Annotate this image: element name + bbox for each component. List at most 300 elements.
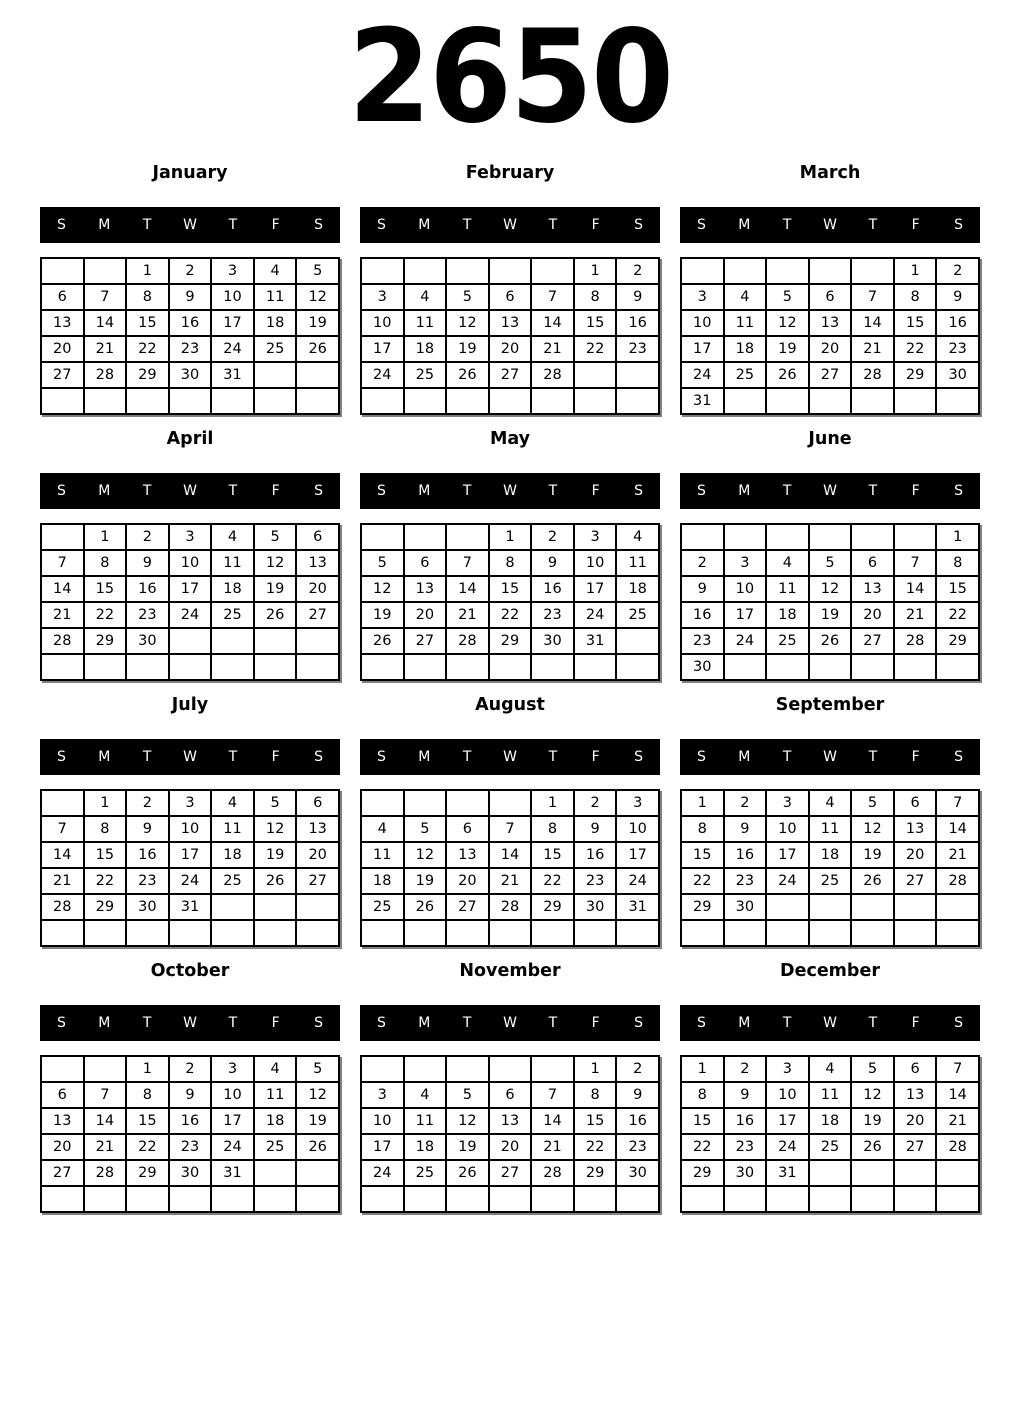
day-cell: 11 bbox=[809, 816, 852, 842]
weekday-label: T bbox=[142, 749, 152, 765]
day-cell: 22 bbox=[681, 868, 724, 894]
weekday-label: F bbox=[591, 1015, 600, 1031]
day-cell: 23 bbox=[724, 868, 767, 894]
day-cell: 11 bbox=[254, 284, 297, 310]
day-cell: 29 bbox=[126, 362, 169, 388]
day-cell: 9 bbox=[169, 284, 212, 310]
empty-day-cell bbox=[724, 388, 767, 414]
empty-day-cell bbox=[84, 654, 127, 680]
day-cell: 8 bbox=[681, 816, 724, 842]
weekday-label: W bbox=[183, 749, 197, 765]
empty-day-cell bbox=[724, 654, 767, 680]
day-cell: 5 bbox=[446, 284, 489, 310]
empty-day-cell bbox=[41, 258, 84, 284]
day-cell: 29 bbox=[681, 1160, 724, 1186]
day-cell: 2 bbox=[169, 258, 212, 284]
day-cell: 3 bbox=[361, 1082, 404, 1108]
day-cell: 10 bbox=[766, 816, 809, 842]
day-cell: 7 bbox=[489, 816, 532, 842]
weekday-label: S bbox=[634, 483, 644, 499]
weekday-header-row bbox=[360, 739, 660, 775]
day-cell: 25 bbox=[766, 628, 809, 654]
day-cell: 16 bbox=[936, 310, 979, 336]
empty-day-cell bbox=[936, 920, 979, 946]
empty-day-cell bbox=[936, 1160, 979, 1186]
day-cell: 20 bbox=[41, 1134, 84, 1160]
day-cell: 26 bbox=[766, 362, 809, 388]
empty-day-cell bbox=[681, 524, 724, 550]
week-row bbox=[41, 1186, 339, 1212]
empty-day-cell bbox=[126, 388, 169, 414]
day-cell: 18 bbox=[254, 1108, 297, 1134]
empty-day-cell bbox=[531, 1056, 574, 1082]
day-cell: 15 bbox=[126, 310, 169, 336]
day-cell: 7 bbox=[936, 1056, 979, 1082]
empty-day-cell bbox=[41, 790, 84, 816]
day-cell: 5 bbox=[851, 1056, 894, 1082]
empty-day-cell bbox=[894, 654, 937, 680]
weekday-label: S bbox=[634, 1015, 644, 1031]
day-cell: 28 bbox=[41, 894, 84, 920]
empty-day-cell bbox=[41, 388, 84, 414]
week-row bbox=[41, 388, 339, 414]
empty-day-cell bbox=[41, 920, 84, 946]
week-row bbox=[681, 576, 979, 602]
weekday-header-row bbox=[40, 739, 340, 775]
day-cell: 10 bbox=[681, 310, 724, 336]
day-cell: 9 bbox=[531, 550, 574, 576]
week-row bbox=[361, 258, 659, 284]
day-cell: 11 bbox=[404, 1108, 447, 1134]
day-cell: 21 bbox=[851, 336, 894, 362]
weekday-label: T bbox=[142, 217, 152, 233]
day-cell: 23 bbox=[936, 336, 979, 362]
day-cell: 7 bbox=[531, 284, 574, 310]
day-cell: 19 bbox=[809, 602, 852, 628]
weekday-label: W bbox=[503, 483, 517, 499]
day-cell: 31 bbox=[211, 362, 254, 388]
week-row bbox=[361, 388, 659, 414]
week-row bbox=[681, 388, 979, 414]
day-cell: 16 bbox=[616, 1108, 659, 1134]
day-cell: 30 bbox=[681, 654, 724, 680]
day-cell: 24 bbox=[766, 868, 809, 894]
day-cell: 23 bbox=[126, 868, 169, 894]
day-cell: 17 bbox=[616, 842, 659, 868]
day-cell: 13 bbox=[296, 550, 339, 576]
empty-day-cell bbox=[681, 1186, 724, 1212]
day-cell: 7 bbox=[851, 284, 894, 310]
empty-day-cell bbox=[616, 362, 659, 388]
day-cell: 6 bbox=[489, 1082, 532, 1108]
day-cell: 9 bbox=[724, 1082, 767, 1108]
day-cell: 30 bbox=[531, 628, 574, 654]
day-cell: 3 bbox=[766, 1056, 809, 1082]
month-january bbox=[40, 163, 340, 415]
week-row bbox=[681, 1160, 979, 1186]
day-cell: 25 bbox=[211, 602, 254, 628]
empty-day-cell bbox=[41, 1056, 84, 1082]
day-cell: 4 bbox=[254, 258, 297, 284]
year-title bbox=[0, 0, 1020, 155]
weekday-label: W bbox=[823, 217, 837, 233]
empty-day-cell bbox=[936, 388, 979, 414]
day-cell: 23 bbox=[169, 1134, 212, 1160]
day-cell: 30 bbox=[169, 362, 212, 388]
day-cell: 6 bbox=[894, 1056, 937, 1082]
day-cell: 23 bbox=[126, 602, 169, 628]
day-cell: 2 bbox=[574, 790, 617, 816]
day-cell: 1 bbox=[936, 524, 979, 550]
empty-day-cell bbox=[489, 1186, 532, 1212]
day-cell: 18 bbox=[766, 602, 809, 628]
day-cell: 27 bbox=[296, 602, 339, 628]
day-cell: 29 bbox=[681, 894, 724, 920]
empty-day-cell bbox=[446, 258, 489, 284]
day-cell: 3 bbox=[211, 1056, 254, 1082]
day-cell: 14 bbox=[446, 576, 489, 602]
day-cell: 1 bbox=[681, 790, 724, 816]
day-cell: 5 bbox=[296, 1056, 339, 1082]
year-title-text: 2650 bbox=[348, 2, 672, 152]
empty-day-cell bbox=[84, 388, 127, 414]
empty-day-cell bbox=[894, 894, 937, 920]
empty-day-cell bbox=[616, 628, 659, 654]
weekday-label: M bbox=[738, 1015, 751, 1031]
day-cell: 16 bbox=[724, 1108, 767, 1134]
day-cell: 29 bbox=[531, 894, 574, 920]
day-cell: 21 bbox=[936, 1108, 979, 1134]
day-cell: 8 bbox=[574, 1082, 617, 1108]
weekday-label: S bbox=[56, 749, 66, 765]
day-cell: 13 bbox=[894, 816, 937, 842]
day-cell: 28 bbox=[446, 628, 489, 654]
day-cell: 28 bbox=[936, 868, 979, 894]
weekday-label: F bbox=[591, 749, 600, 765]
day-cell: 12 bbox=[851, 1082, 894, 1108]
day-cell: 13 bbox=[404, 576, 447, 602]
day-cell: 18 bbox=[211, 576, 254, 602]
day-cell: 9 bbox=[681, 576, 724, 602]
weekday-header-row bbox=[680, 739, 980, 775]
empty-day-cell bbox=[616, 1186, 659, 1212]
empty-day-cell bbox=[446, 388, 489, 414]
day-cell: 16 bbox=[531, 576, 574, 602]
empty-day-cell bbox=[84, 258, 127, 284]
day-cell: 3 bbox=[169, 524, 212, 550]
empty-day-cell bbox=[446, 524, 489, 550]
day-cell: 8 bbox=[126, 284, 169, 310]
empty-day-cell bbox=[296, 920, 339, 946]
empty-day-cell bbox=[361, 920, 404, 946]
day-cell: 17 bbox=[169, 842, 212, 868]
month-day-grid bbox=[680, 523, 980, 681]
week-row bbox=[41, 310, 339, 336]
month-day-grid bbox=[680, 789, 980, 947]
empty-day-cell bbox=[361, 1056, 404, 1082]
weekday-label: W bbox=[183, 1015, 197, 1031]
day-cell: 1 bbox=[489, 524, 532, 550]
day-cell: 4 bbox=[211, 790, 254, 816]
weekday-header-row bbox=[360, 473, 660, 509]
weekday-label: T bbox=[548, 483, 558, 499]
day-cell: 13 bbox=[489, 310, 532, 336]
day-cell: 11 bbox=[211, 550, 254, 576]
day-cell: 15 bbox=[84, 842, 127, 868]
day-cell: 19 bbox=[851, 842, 894, 868]
day-cell: 8 bbox=[531, 816, 574, 842]
day-cell: 10 bbox=[211, 284, 254, 310]
day-cell: 9 bbox=[936, 284, 979, 310]
day-cell: 28 bbox=[489, 894, 532, 920]
day-cell: 3 bbox=[724, 550, 767, 576]
week-row bbox=[681, 894, 979, 920]
empty-day-cell bbox=[766, 654, 809, 680]
weekday-label: T bbox=[462, 749, 472, 765]
day-cell: 30 bbox=[724, 1160, 767, 1186]
day-cell: 17 bbox=[211, 310, 254, 336]
empty-day-cell bbox=[126, 1186, 169, 1212]
empty-day-cell bbox=[574, 388, 617, 414]
weekday-label: W bbox=[823, 1015, 837, 1031]
empty-day-cell bbox=[894, 524, 937, 550]
day-cell: 24 bbox=[681, 362, 724, 388]
month-title: January bbox=[152, 163, 228, 183]
week-row bbox=[361, 336, 659, 362]
day-cell: 26 bbox=[361, 628, 404, 654]
empty-day-cell bbox=[211, 894, 254, 920]
empty-day-cell bbox=[489, 388, 532, 414]
empty-day-cell bbox=[936, 1186, 979, 1212]
calendar-grid bbox=[0, 163, 1020, 1213]
day-cell: 4 bbox=[404, 284, 447, 310]
day-cell: 30 bbox=[616, 1160, 659, 1186]
empty-day-cell bbox=[254, 894, 297, 920]
empty-day-cell bbox=[616, 654, 659, 680]
day-cell: 14 bbox=[851, 310, 894, 336]
empty-day-cell bbox=[851, 1160, 894, 1186]
day-cell: 12 bbox=[446, 1108, 489, 1134]
month-day-grid bbox=[40, 789, 340, 947]
week-row bbox=[361, 602, 659, 628]
week-row bbox=[41, 602, 339, 628]
empty-day-cell bbox=[616, 388, 659, 414]
day-cell: 22 bbox=[126, 336, 169, 362]
weekday-header-row bbox=[680, 473, 980, 509]
empty-day-cell bbox=[809, 920, 852, 946]
weekday-label: S bbox=[954, 749, 964, 765]
empty-day-cell bbox=[296, 894, 339, 920]
empty-day-cell bbox=[211, 1186, 254, 1212]
day-cell: 28 bbox=[531, 1160, 574, 1186]
day-cell: 10 bbox=[169, 816, 212, 842]
empty-day-cell bbox=[254, 920, 297, 946]
day-cell: 30 bbox=[574, 894, 617, 920]
empty-day-cell bbox=[296, 628, 339, 654]
day-cell: 31 bbox=[211, 1160, 254, 1186]
day-cell: 20 bbox=[446, 868, 489, 894]
day-cell: 16 bbox=[724, 842, 767, 868]
month-title: April bbox=[166, 429, 214, 449]
weekday-label: M bbox=[98, 483, 111, 499]
day-cell: 13 bbox=[851, 576, 894, 602]
weekday-label: T bbox=[868, 217, 878, 233]
weekday-label: S bbox=[314, 1015, 324, 1031]
day-cell: 18 bbox=[254, 310, 297, 336]
day-cell: 15 bbox=[574, 1108, 617, 1134]
month-day-grid bbox=[40, 257, 340, 415]
day-cell: 24 bbox=[169, 602, 212, 628]
day-cell: 2 bbox=[126, 524, 169, 550]
day-cell: 1 bbox=[126, 258, 169, 284]
day-cell: 13 bbox=[894, 1082, 937, 1108]
day-cell: 21 bbox=[894, 602, 937, 628]
weekday-label: T bbox=[228, 749, 238, 765]
day-cell: 13 bbox=[41, 1108, 84, 1134]
empty-day-cell bbox=[254, 388, 297, 414]
day-cell: 27 bbox=[894, 1134, 937, 1160]
day-cell: 3 bbox=[616, 790, 659, 816]
empty-day-cell bbox=[446, 654, 489, 680]
week-row bbox=[361, 816, 659, 842]
day-cell: 11 bbox=[724, 310, 767, 336]
day-cell: 9 bbox=[126, 816, 169, 842]
day-cell: 22 bbox=[84, 602, 127, 628]
day-cell: 13 bbox=[41, 310, 84, 336]
week-row bbox=[361, 842, 659, 868]
day-cell: 17 bbox=[766, 842, 809, 868]
week-row bbox=[361, 310, 659, 336]
day-cell: 6 bbox=[489, 284, 532, 310]
weekday-label: F bbox=[591, 483, 600, 499]
empty-day-cell bbox=[169, 1186, 212, 1212]
empty-day-cell bbox=[296, 654, 339, 680]
day-cell: 10 bbox=[169, 550, 212, 576]
empty-day-cell bbox=[446, 1186, 489, 1212]
day-cell: 25 bbox=[254, 1134, 297, 1160]
week-row bbox=[681, 1186, 979, 1212]
week-row bbox=[361, 1186, 659, 1212]
week-row bbox=[681, 1082, 979, 1108]
day-cell: 7 bbox=[41, 550, 84, 576]
day-cell: 1 bbox=[531, 790, 574, 816]
day-cell: 1 bbox=[574, 258, 617, 284]
month-title: March bbox=[799, 163, 861, 183]
weekday-label: T bbox=[462, 483, 472, 499]
day-cell: 15 bbox=[936, 576, 979, 602]
weekday-label: W bbox=[183, 483, 197, 499]
day-cell: 25 bbox=[809, 868, 852, 894]
empty-day-cell bbox=[851, 654, 894, 680]
day-cell: 31 bbox=[574, 628, 617, 654]
day-cell: 1 bbox=[84, 790, 127, 816]
day-cell: 14 bbox=[936, 816, 979, 842]
day-cell: 17 bbox=[361, 1134, 404, 1160]
week-row bbox=[681, 868, 979, 894]
day-cell: 27 bbox=[446, 894, 489, 920]
empty-day-cell bbox=[894, 920, 937, 946]
empty-day-cell bbox=[446, 1056, 489, 1082]
empty-day-cell bbox=[766, 1186, 809, 1212]
empty-day-cell bbox=[766, 388, 809, 414]
week-row bbox=[41, 258, 339, 284]
day-cell: 9 bbox=[616, 284, 659, 310]
day-cell: 12 bbox=[851, 816, 894, 842]
empty-day-cell bbox=[809, 258, 852, 284]
day-cell: 21 bbox=[531, 1134, 574, 1160]
day-cell: 1 bbox=[84, 524, 127, 550]
week-row bbox=[41, 284, 339, 310]
week-row bbox=[361, 920, 659, 946]
empty-day-cell bbox=[169, 388, 212, 414]
empty-day-cell bbox=[404, 790, 447, 816]
day-cell: 15 bbox=[681, 1108, 724, 1134]
day-cell: 22 bbox=[84, 868, 127, 894]
day-cell: 10 bbox=[361, 1108, 404, 1134]
empty-day-cell bbox=[766, 258, 809, 284]
day-cell: 17 bbox=[724, 602, 767, 628]
day-cell: 25 bbox=[211, 868, 254, 894]
week-row bbox=[681, 258, 979, 284]
day-cell: 1 bbox=[126, 1056, 169, 1082]
day-cell: 22 bbox=[894, 336, 937, 362]
empty-day-cell bbox=[809, 654, 852, 680]
day-cell: 29 bbox=[489, 628, 532, 654]
weekday-header-row bbox=[360, 1005, 660, 1041]
empty-day-cell bbox=[851, 1186, 894, 1212]
weekday-label: T bbox=[782, 483, 792, 499]
weekday-label: T bbox=[462, 217, 472, 233]
day-cell: 22 bbox=[936, 602, 979, 628]
day-cell: 29 bbox=[936, 628, 979, 654]
day-cell: 18 bbox=[361, 868, 404, 894]
day-cell: 13 bbox=[296, 816, 339, 842]
day-cell: 27 bbox=[851, 628, 894, 654]
month-day-grid bbox=[680, 1055, 980, 1213]
day-cell: 2 bbox=[681, 550, 724, 576]
day-cell: 30 bbox=[126, 894, 169, 920]
week-row bbox=[41, 790, 339, 816]
month-title: October bbox=[150, 961, 230, 981]
weekday-label: M bbox=[418, 217, 431, 233]
weekday-label: W bbox=[823, 749, 837, 765]
empty-day-cell bbox=[211, 388, 254, 414]
weekday-label: F bbox=[911, 483, 920, 499]
day-cell: 31 bbox=[681, 388, 724, 414]
day-cell: 2 bbox=[724, 790, 767, 816]
empty-day-cell bbox=[169, 654, 212, 680]
week-row bbox=[361, 1082, 659, 1108]
day-cell: 6 bbox=[296, 790, 339, 816]
weekday-label: T bbox=[868, 749, 878, 765]
day-cell: 31 bbox=[766, 1160, 809, 1186]
weekday-label: W bbox=[183, 217, 197, 233]
month-november bbox=[360, 961, 660, 1213]
day-cell: 20 bbox=[894, 842, 937, 868]
empty-day-cell bbox=[361, 524, 404, 550]
day-cell: 27 bbox=[41, 362, 84, 388]
day-cell: 17 bbox=[574, 576, 617, 602]
week-row bbox=[681, 842, 979, 868]
week-row bbox=[361, 868, 659, 894]
empty-day-cell bbox=[809, 388, 852, 414]
weekday-label: M bbox=[98, 1015, 111, 1031]
day-cell: 20 bbox=[489, 336, 532, 362]
week-row bbox=[41, 524, 339, 550]
day-cell: 22 bbox=[574, 1134, 617, 1160]
weekday-label: T bbox=[142, 1015, 152, 1031]
day-cell: 28 bbox=[84, 362, 127, 388]
